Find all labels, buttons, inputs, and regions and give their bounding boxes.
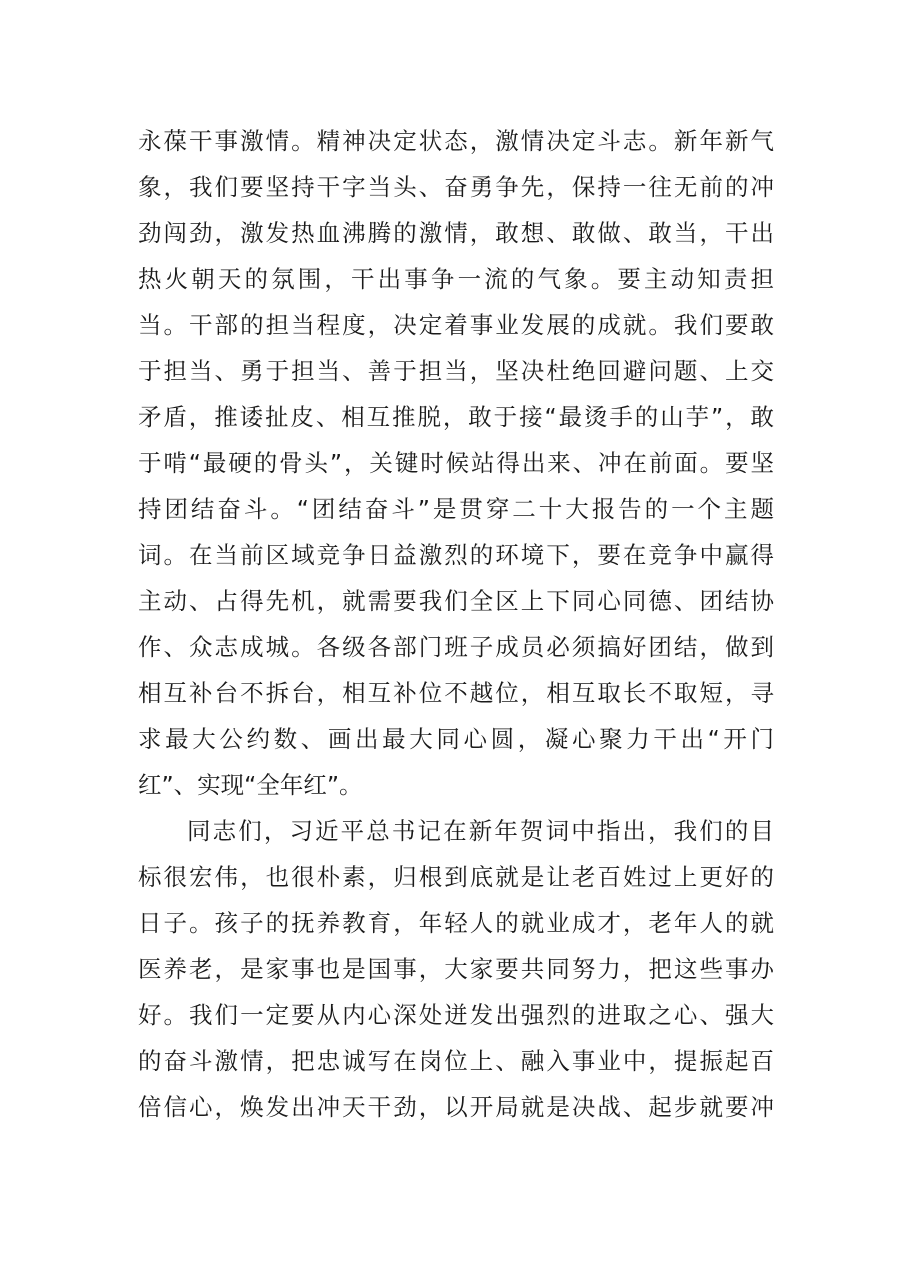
text-line: 永葆干事激情。精神决定状态，激情决定斗志。新年新气 [138,127,774,155]
text-line: 于啃“最硬的骨头”，关键时候站得出来、冲在前面。要坚 [138,449,774,477]
text-line: 劲闯劲，激发热血沸腾的激情，敢想、敢做、敢当，干出 [138,219,774,247]
text-line: 红”、实现“全年红”。 [138,771,363,799]
text-line: 好。我们一定要从内心深处迸发出强烈的进取之心、强大 [138,1001,774,1029]
text-line: 主动、占得先机，就需要我们全区上下同心同德、团结协 [138,587,774,615]
text-line: 同志们，习近平总书记在新年贺词中指出，我们的目 [187,817,774,845]
text-line: 于担当、勇于担当、善于担当，坚决杜绝回避问题、上交 [138,357,774,385]
text-line: 医养老，是家事也是国事，大家要共同努力，把这些事办 [138,955,774,983]
text-line: 求最大公约数、画出最大同心圆，凝心聚力干出“开门 [138,725,774,753]
text-line: 象，我们要坚持干字当头、奋勇争先，保持一往无前的冲 [138,173,774,201]
text-line: 矛盾，推诿扯皮、相互推脱，敢于接“最烫手的山芋”，敢 [138,403,774,431]
paragraph-2 [138,808,774,1130]
text-line: 持团结奋斗。“团结奋斗”是贯穿二十大报告的一个主题 [138,495,774,523]
text-line: 标很宏伟，也很朴素，归根到底就是让老百姓过上更好的 [138,863,774,891]
text-line: 的奋斗激情，把忠诚写在岗位上、融入事业中，提振起百 [138,1047,774,1075]
text-line: 词。在当前区域竞争日益激烈的环境下，要在竞争中赢得 [138,541,774,569]
text-line: 相互补台不拆台，相互补位不越位，相互取长不取短，寻 [138,679,774,707]
text-line: 当。干部的担当程度，决定着事业发展的成就。我们要敢 [138,311,774,339]
text-line: 日子。孩子的抚养教育，年轻人的就业成才，老年人的就 [138,909,774,937]
text-line: 倍信心，焕发出冲天干劲，以开局就是决战、起步就要冲 [138,1093,774,1121]
text-line: 热火朝天的氛围，干出事争一流的气象。要主动知责担 [138,265,774,293]
document-body [138,118,774,1130]
text-line: 作、众志成城。各级各部门班子成员必须搞好团结，做到 [138,633,774,661]
paragraph-1 [138,118,774,808]
